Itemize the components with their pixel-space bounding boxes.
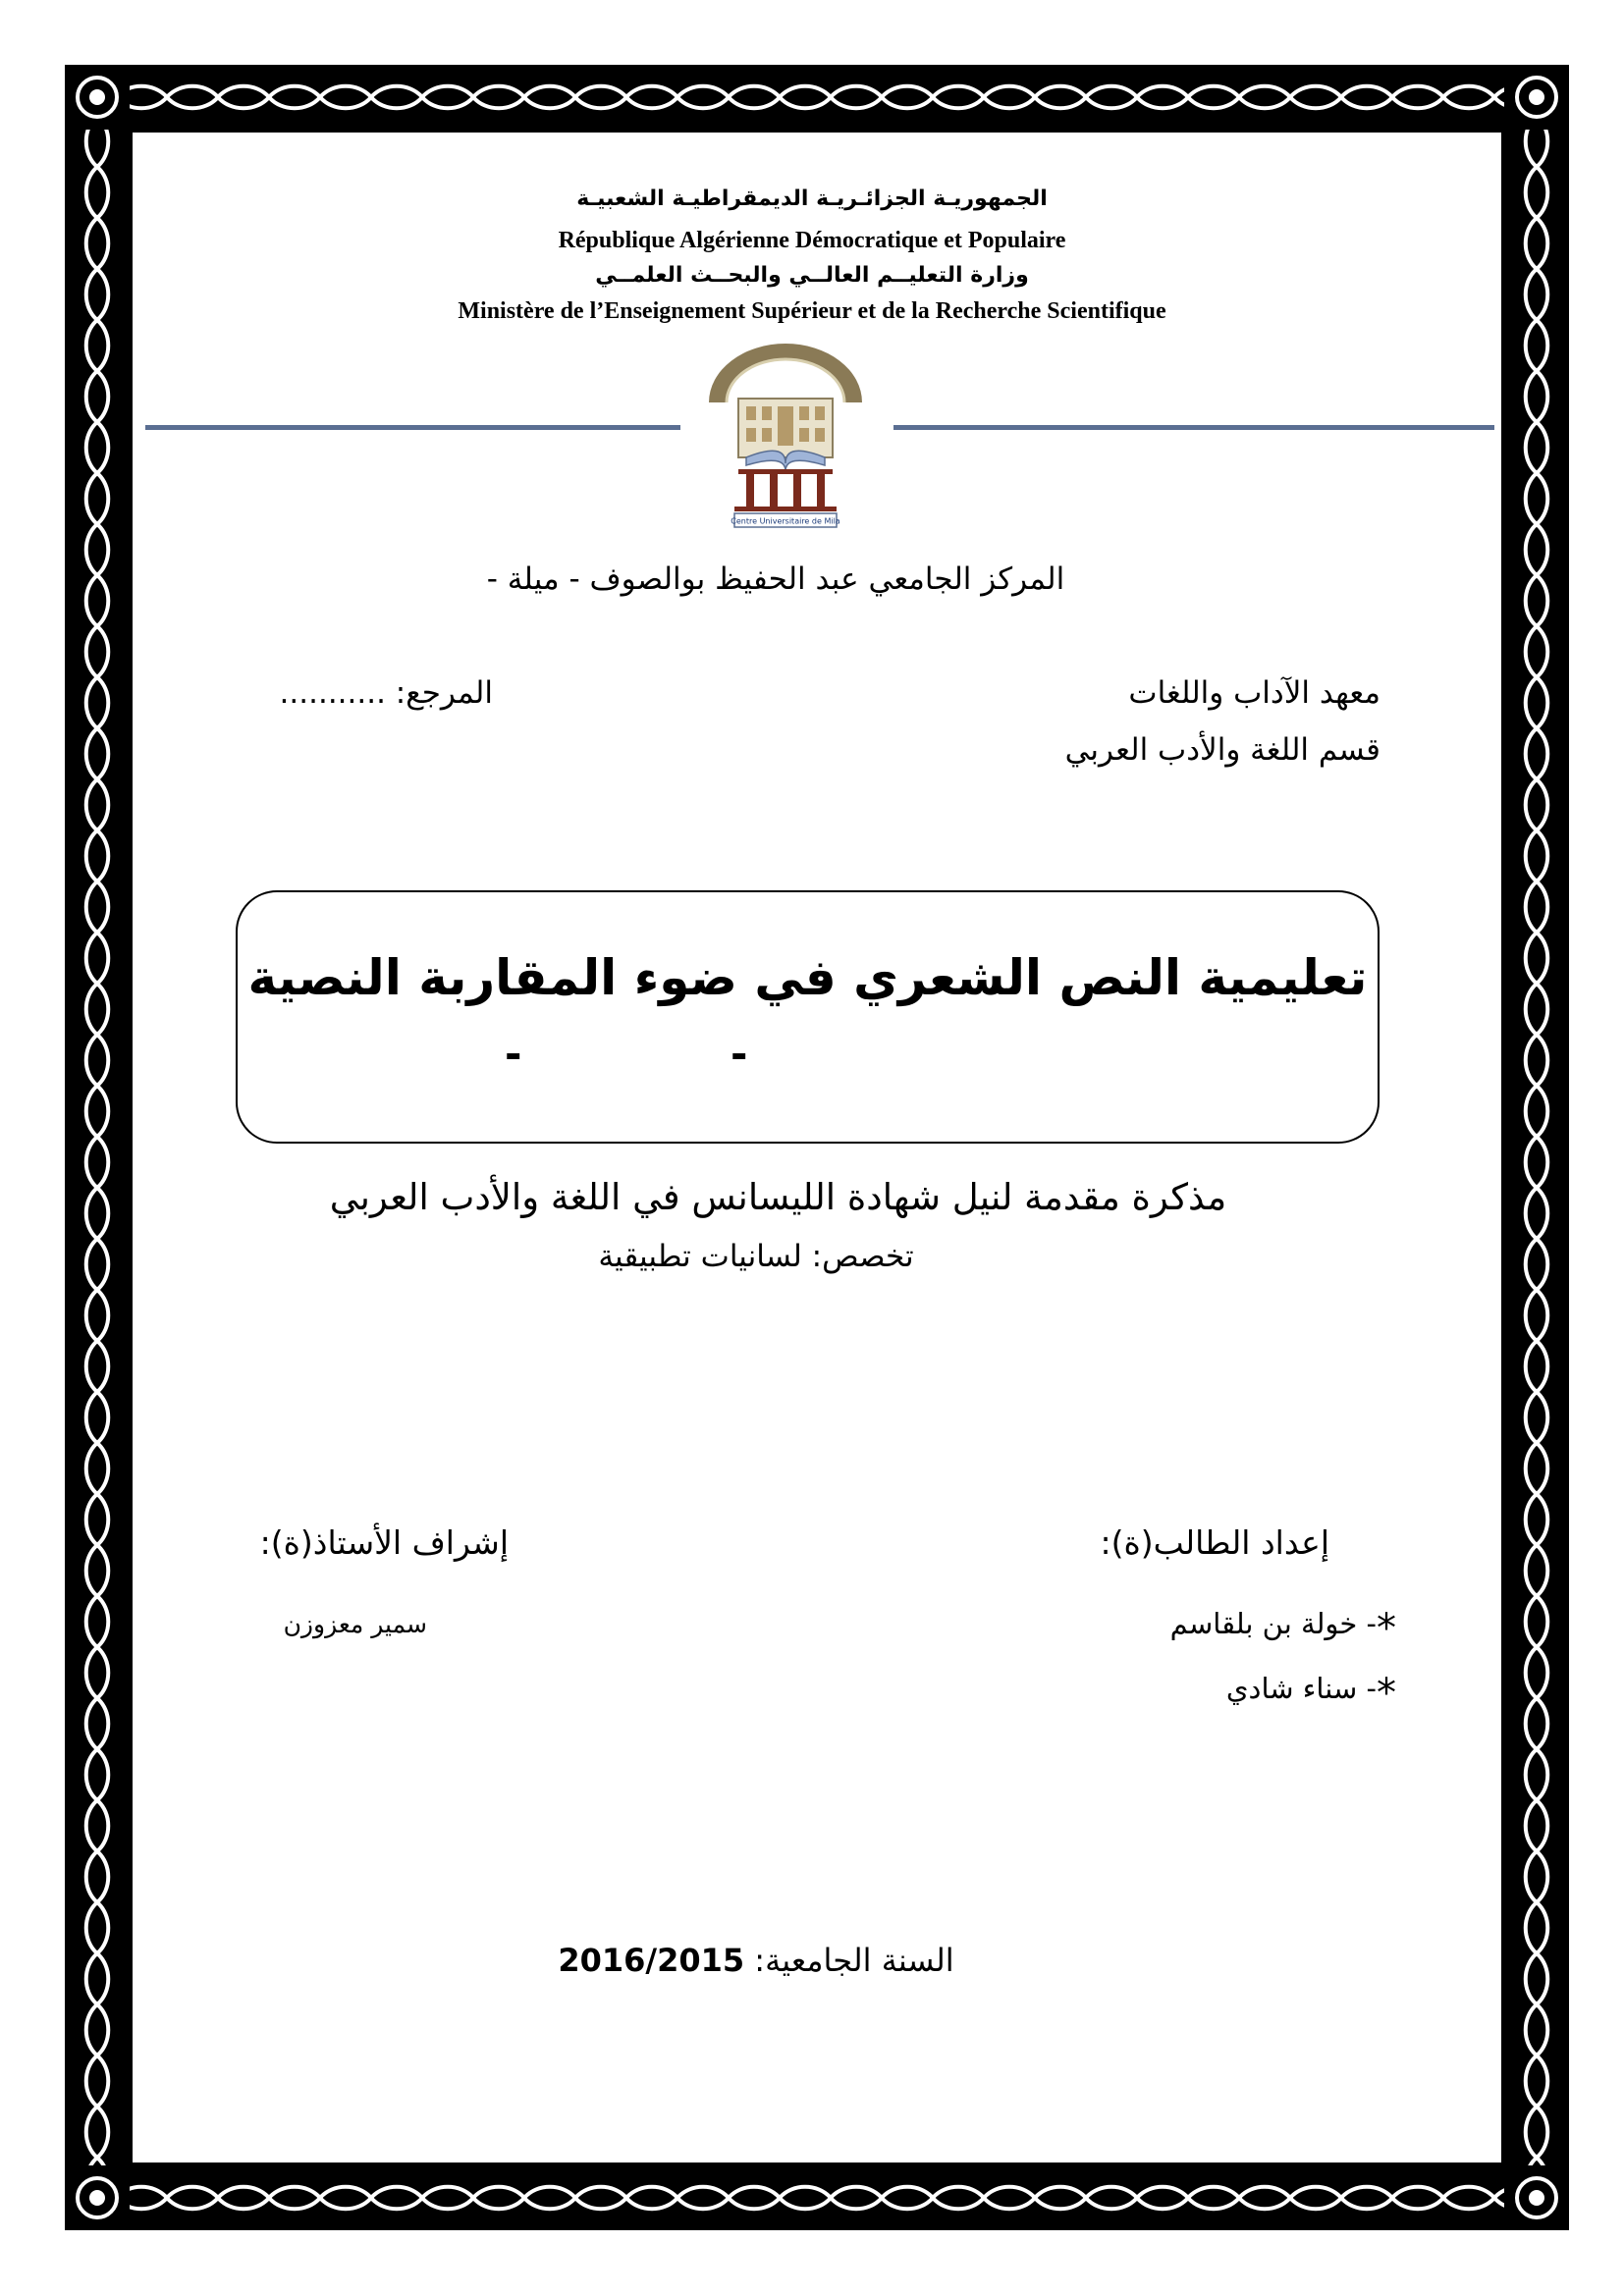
list-item [1226,1671,1396,1716]
list-item [1170,1606,1396,1651]
republic-french: République Algérienne Démocratique et Populaire [558,228,1066,253]
header-rule-left [145,425,680,430]
ministry-french: Ministère de l’Enseignement Supérieur et de la Recherche Scientifique [458,298,1166,324]
ministry-arabic: وزارة التعليــم العالــي والبحــث العلمــي [595,263,1029,288]
bullet-star: * [1377,1606,1396,1651]
header-rule-right [893,425,1494,430]
academic-year-value: 2016/2015 [558,1942,745,1979]
title-dash: - [505,1030,522,1078]
thesis-title: تعليمية النص الشعري في ضوء المقاربة النصية [247,949,1368,1006]
department-name: قسم اللغة والأدب العربي [1064,732,1380,768]
title-dash: - [731,1030,748,1078]
logo-caption: Centre Universitaire de Mila [731,516,840,526]
students-label: إعداد الطالب(ة): [1100,1523,1329,1562]
thesis-purpose: مذكرة مقدمة لنيل شهادة الليسانس في اللغة والأدب العربي [329,1176,1227,1218]
thesis-specialty: تخصص: لسانيات تطبيقية [598,1239,914,1274]
institute-name: معهد الآداب واللغات [1128,675,1380,711]
supervisor-name: سمير معزوزن [283,1610,427,1638]
university-center-name: المركز الجامعي عبد الحفيظ بوالصوف - ميلة - [486,561,1065,597]
academic-year-label: السنة الجامعية: [744,1942,954,1979]
thesis-title-box [236,890,1380,1144]
academic-year [511,1942,1001,1979]
republic-arabic: الجمهوريـة الجزائـريـة الديمقراطيـة الشعبيـة [576,187,1048,211]
reference-field: المرجع: ........... [279,675,493,711]
bullet-star: * [1377,1671,1396,1716]
student-name: - سناء شادي [1225,1672,1377,1705]
supervisor-label: إشراف الأستاذ(ة): [259,1523,509,1562]
student-name: - خولة بن بلقاسم [1169,1607,1377,1640]
university-logo [687,334,884,530]
